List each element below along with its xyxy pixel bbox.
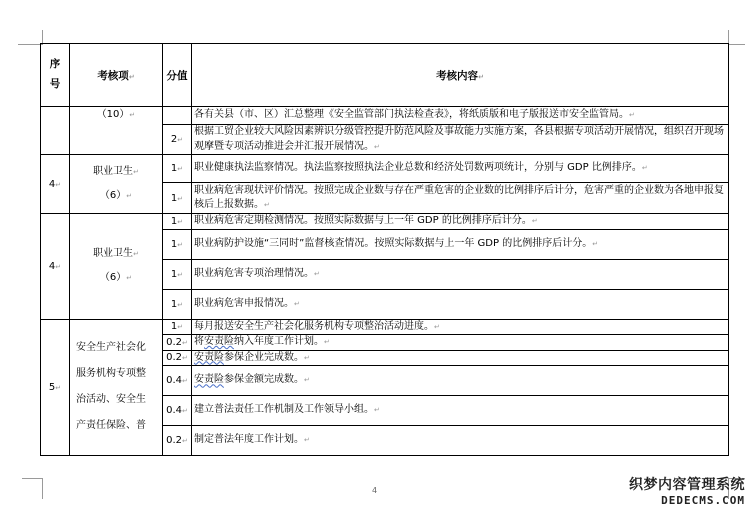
row-content: 职业健康执法监察情况。执法监察按照执法企业总数和经济处罚数两项统计，分别与 GDP 比例排序。↵	[192, 155, 729, 183]
row-score: 0.2↵	[163, 335, 192, 351]
row-content: 各有关县（市、区）汇总整理《安全监管部门执法检查表》，将纸质版和电子版报送市安全监管局。↵	[192, 107, 729, 125]
row-content: 根据工贸企业较大风险因素辨识分级管控提升防范风险及事故能力实施方案，各县根据专项活动开展情况，组织召开现场观摩暨专项活动推进会并汇报开展情况。↵	[192, 125, 729, 155]
row-item: 职业卫生↵ （6）↵	[70, 214, 163, 320]
assessment-table	[40, 43, 729, 456]
row-content: 职业病危害专项治理情况。↵	[192, 259, 729, 289]
table-row	[41, 107, 729, 125]
row-content: 职业病危害申报情况。↵	[192, 289, 729, 319]
row-content: 每月报送安全生产社会化服务机构专项整治活动进度。↵	[192, 319, 729, 335]
row-content: 建立普法责任工作机制及工作领导小组。↵	[192, 396, 729, 426]
header-content: 考核内容↵	[192, 44, 729, 107]
row-score: 1↵	[163, 155, 192, 183]
header-no: 序 号	[41, 44, 70, 107]
row-score: 1↵	[163, 289, 192, 319]
row-score: 1↵	[163, 214, 192, 230]
row-content: 职业病危害现状评价情况。按照完成企业数与存在严重危害的企业数的比例排序后计分，危害严重的企业数为各地申报复核后上报数据。↵	[192, 183, 729, 214]
row-content: 职业病防护设施“三同时”监督核查情况。按照实际数据与上一年 GDP 的比例排序后计分。↵	[192, 229, 729, 259]
watermark-line2: DEDECMS.COM	[661, 494, 745, 507]
row-no: 5↵	[41, 319, 70, 456]
row-score: 1↵	[163, 229, 192, 259]
watermark-line1: 织梦内容管理系统	[629, 477, 745, 493]
table-row	[41, 155, 729, 183]
row-content: 安责险参保企业完成数。↵	[192, 350, 729, 366]
row-no	[41, 107, 70, 155]
row-score	[163, 107, 192, 125]
row-item: （10）↵	[70, 107, 163, 155]
row-no: 4↵	[41, 214, 70, 320]
watermark-logo	[629, 474, 745, 507]
table-header-row	[41, 44, 729, 107]
row-no: 4↵	[41, 155, 70, 214]
row-item: 安全生产社会化 服务机构专项整 治活动、安全生 产责任保险、普	[70, 319, 163, 456]
row-content: 制定普法年度工作计划。↵	[192, 426, 729, 456]
row-score: 0.2↵	[163, 350, 192, 366]
row-score: 1↵	[163, 183, 192, 214]
table-row	[41, 319, 729, 335]
row-content: 将安责险纳入年度工作计划。↵	[192, 335, 729, 351]
header-score: 分值	[163, 44, 192, 107]
row-content: 安责险参保金额完成数。↵	[192, 366, 729, 396]
row-score: 0.2↵	[163, 426, 192, 456]
crop-mark-top-right	[728, 30, 745, 45]
row-score: 2↵	[163, 125, 192, 155]
table-row	[41, 214, 729, 230]
row-item: 职业卫生↵ （6）↵	[70, 155, 163, 214]
page-number: 4	[372, 486, 378, 495]
row-content: 职业病危害定期检测情况。按照实际数据与上一年 GDP 的比例排序后计分。↵	[192, 214, 729, 230]
row-score: 0.4↵	[163, 366, 192, 396]
row-score: 1↵	[163, 259, 192, 289]
crop-mark-bottom-left	[22, 478, 43, 499]
header-item: 考核项↵	[70, 44, 163, 107]
row-score: 1↵	[163, 319, 192, 335]
row-score: 0.4↵	[163, 396, 192, 426]
